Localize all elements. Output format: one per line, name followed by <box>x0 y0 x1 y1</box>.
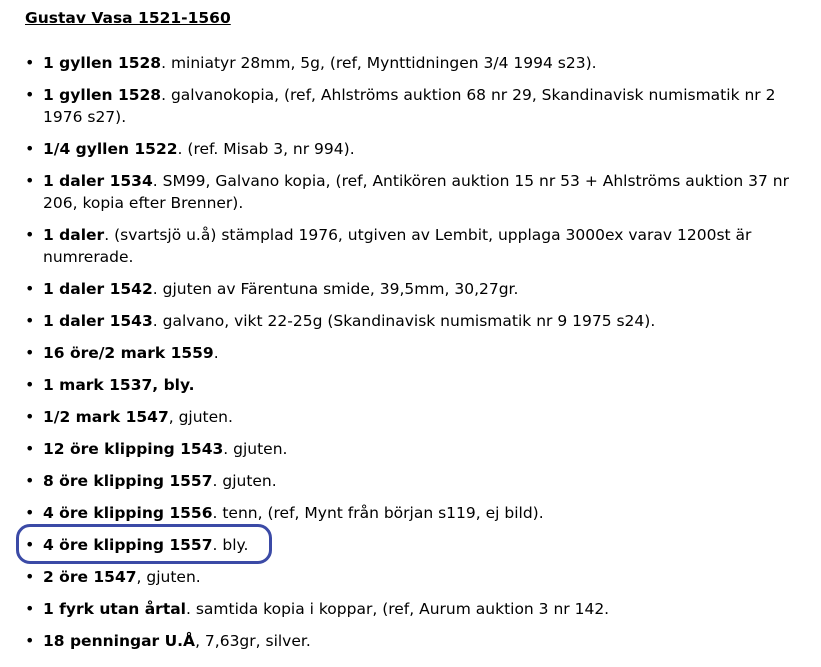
item-description: . (ref. Misab 3, nr 994). <box>177 140 355 158</box>
item-title: 1/2 mark 1547 <box>43 408 169 426</box>
item-title: 4 öre klipping 1557 <box>43 536 213 554</box>
list-item <box>43 84 813 128</box>
section-heading: Gustav Vasa 1521-1560 <box>25 9 231 27</box>
item-title: 1 daler 1542 <box>43 280 153 298</box>
item-title: 1 daler 1543 <box>43 312 153 330</box>
list-item <box>43 278 813 300</box>
item-title: 1 daler 1534 <box>43 172 153 190</box>
item-title: 8 öre klipping 1557 <box>43 472 213 490</box>
list-item <box>43 138 813 160</box>
list-item <box>43 630 813 652</box>
item-title: 2 öre 1547 <box>43 568 137 586</box>
item-description: . <box>213 344 219 362</box>
list-item <box>43 310 813 332</box>
list-item <box>43 470 813 492</box>
item-title: 1 gyllen 1528 <box>43 54 162 72</box>
item-description: , gjuten. <box>168 408 233 426</box>
list-item <box>43 170 813 214</box>
item-description: , gjuten. <box>136 568 201 586</box>
highlight-ring-annotation <box>16 524 272 564</box>
item-description: . tenn, (ref, Mynt från början s119, ej bild). <box>212 504 544 522</box>
item-description: . galvanokopia, (ref, Ahlströms auktion 68 nr 29, Skandinavisk numismatik nr 2 1976 s27). <box>43 86 776 126</box>
list-item <box>43 342 813 364</box>
item-description: . gjuten av Färentuna smide, 39,5mm, 30,27gr. <box>152 280 519 298</box>
item-title: 12 öre klipping 1543 <box>43 440 224 458</box>
item-description: . miniatyr 28mm, 5g, (ref, Mynttidningen 3/4 1994 s23). <box>161 54 597 72</box>
list-item <box>43 566 813 588</box>
item-description: , 7,63gr, silver. <box>195 632 311 650</box>
item-description: . gjuten. <box>223 440 288 458</box>
list-item <box>43 52 813 74</box>
item-description: . SM99, Galvano kopia, (ref, Antikören auktion 15 nr 53 + Ahlströms auktion 37 nr 206, kopia efter Brenner). <box>43 172 789 212</box>
item-description: . bly. <box>212 536 249 554</box>
list-item <box>43 406 813 428</box>
list-item <box>43 598 813 620</box>
list-item <box>43 502 813 524</box>
item-description: . galvano, vikt 22-25g (Skandinavisk numismatik nr 9 1975 s24). <box>152 312 656 330</box>
item-title: 1 daler <box>43 226 105 244</box>
item-title: 4 öre klipping 1556 <box>43 504 213 522</box>
item-title: 1/4 gyllen 1522 <box>43 140 178 158</box>
item-title: 16 öre/2 mark 1559 <box>43 344 214 362</box>
list-item <box>43 374 813 396</box>
list-item <box>43 438 813 460</box>
item-title: 1 mark 1537, bly. <box>43 376 195 394</box>
item-description: . gjuten. <box>212 472 277 490</box>
item-description: . (svartsjö u.å) stämplad 1976, utgiven av Lembit, upplaga 3000ex varav 1200st är numrerade. <box>43 226 752 266</box>
item-title: 1 gyllen 1528 <box>43 86 162 104</box>
item-description: . samtida kopia i koppar, (ref, Aurum auktion 3 nr 142. <box>186 600 610 618</box>
item-title: 1 fyrk utan årtal <box>43 600 186 618</box>
item-title: 18 penningar U.Å <box>43 632 196 650</box>
list-item <box>43 224 813 268</box>
